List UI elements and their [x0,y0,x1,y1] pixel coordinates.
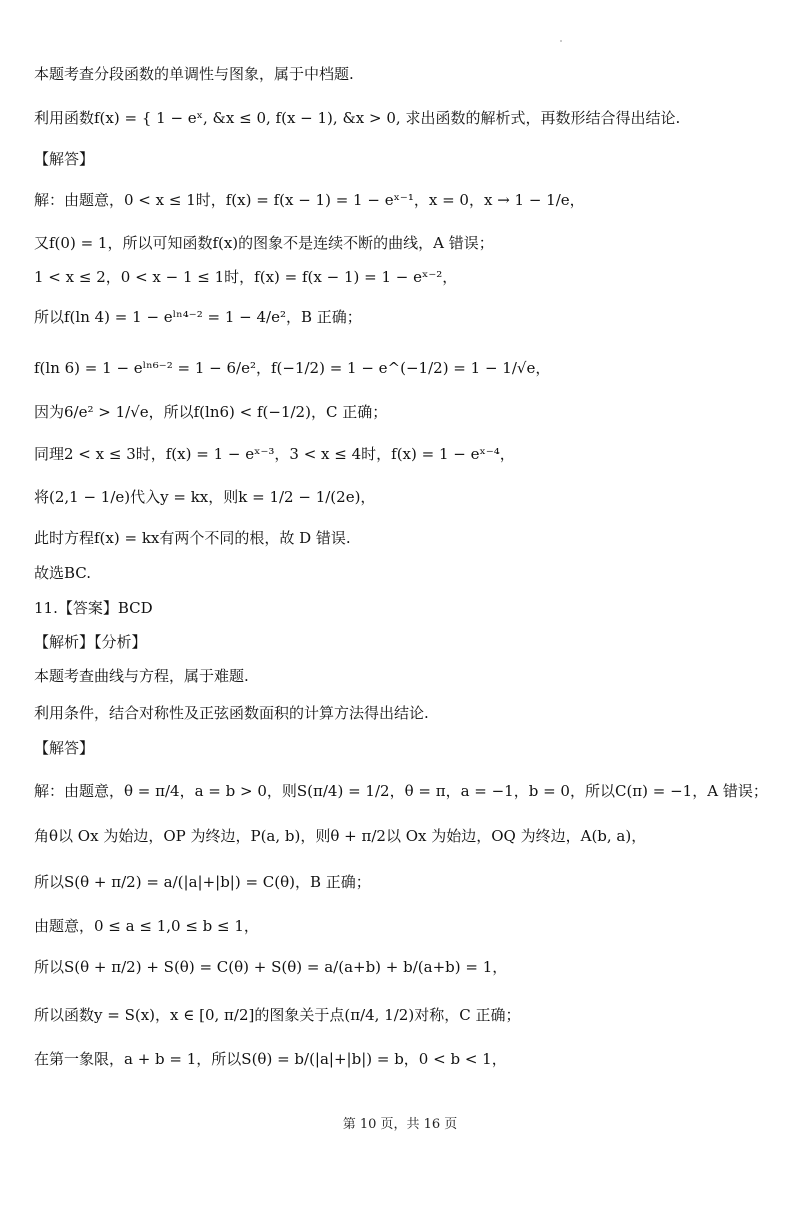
answer-heading: 11.【答案】BCD [34,599,153,617]
text-line: 1 < x ≤ 2，0 < x − 1 ≤ 1时，f(x) = f(x − 1) = 1 − eˣ⁻²， [34,268,458,286]
section-heading: 【解答】 [34,150,95,168]
text-line: 故选BC. [34,564,92,582]
text-line: 解：由题意，θ = π/4，a = b > 0，则S(π/4) = 1/2，θ = π，a = −1，b = 0，所以C(π) = −1，A 错误； [34,782,768,800]
text-line: 本题考查分段函数的单调性与图象，属于中档题. [34,65,354,83]
text-line: 所以S(θ + π/2) + S(θ) = C(θ) + S(θ) = a/(a+b) + b/(a+b) = 1， [34,958,508,976]
section-heading: 【解析】【分析】 [34,633,147,651]
text-line: 同理2 < x ≤ 3时，f(x) = 1 − eˣ⁻³，3 < x ≤ 4时，f(x) = 1 − eˣ⁻⁴， [34,445,515,463]
text-line: 所以S(θ + π/2) = a/(|a|+|b|) = C(θ)，B 正确； [34,873,371,891]
text-line: 因为6/e² > 1/√e，所以f(ln6) < f(−1/2)，C 正确； [34,403,388,421]
text-line: 由题意，0 ≤ a ≤ 1,0 ≤ b ≤ 1， [34,917,259,935]
text-line: f(ln 6) = 1 − eˡⁿ⁶⁻² = 1 − 6/e²，f(−1/2) = 1 − e^(−1/2) = 1 − 1/√e， [34,359,551,377]
page-footer: 第 10 页，共 16 页 [342,1117,458,1132]
text-line: 解：由题意，0 < x ≤ 1时，f(x) = f(x − 1) = 1 − eˣ⁻¹，x = 0，x → 1 − 1/e， [34,191,585,209]
section-heading: 【解答】 [34,739,95,757]
text-line: 又f(0) = 1，所以可知函数f(x)的图象不是连续不断的曲线，A 错误； [34,234,494,252]
text-line: 利用条件，结合对称性及正弦函数面积的计算方法得出结论. [34,704,429,722]
text-line: 此时方程f(x) = kx有两个不同的根，故 D 错误. [34,529,351,547]
text-line: 所以f(ln 4) = 1 − eˡⁿ⁴⁻² = 1 − 4/e²，B 正确； [34,308,362,326]
text-line: 本题考查曲线与方程，属于难题. [34,667,249,685]
scan-speck [560,40,562,42]
text-line: 所以函数y = S(x)，x ∈ [0, π/2]的图象关于点(π/4, 1/2)对称，C 正确； [34,1006,521,1024]
text-line: 利用函数f(x) = { 1 − eˣ, &x ≤ 0, f(x − 1), &x > 0, 求出函数的解析式，再数形结合得出结论. [34,109,681,127]
text-line: 在第一象限，a + b = 1，所以S(θ) = b/(|a|+|b|) = b，0 < b < 1， [34,1050,507,1068]
text-line: 将(2,1 − 1/e)代入y = kx，则k = 1/2 − 1/(2e)， [34,488,376,506]
text-line: 角θ以 Ox 为始边，OP 为终边，P(a, b)，则θ + π/2以 Ox 为始边，OQ 为终边，A(b, a)， [34,827,647,845]
